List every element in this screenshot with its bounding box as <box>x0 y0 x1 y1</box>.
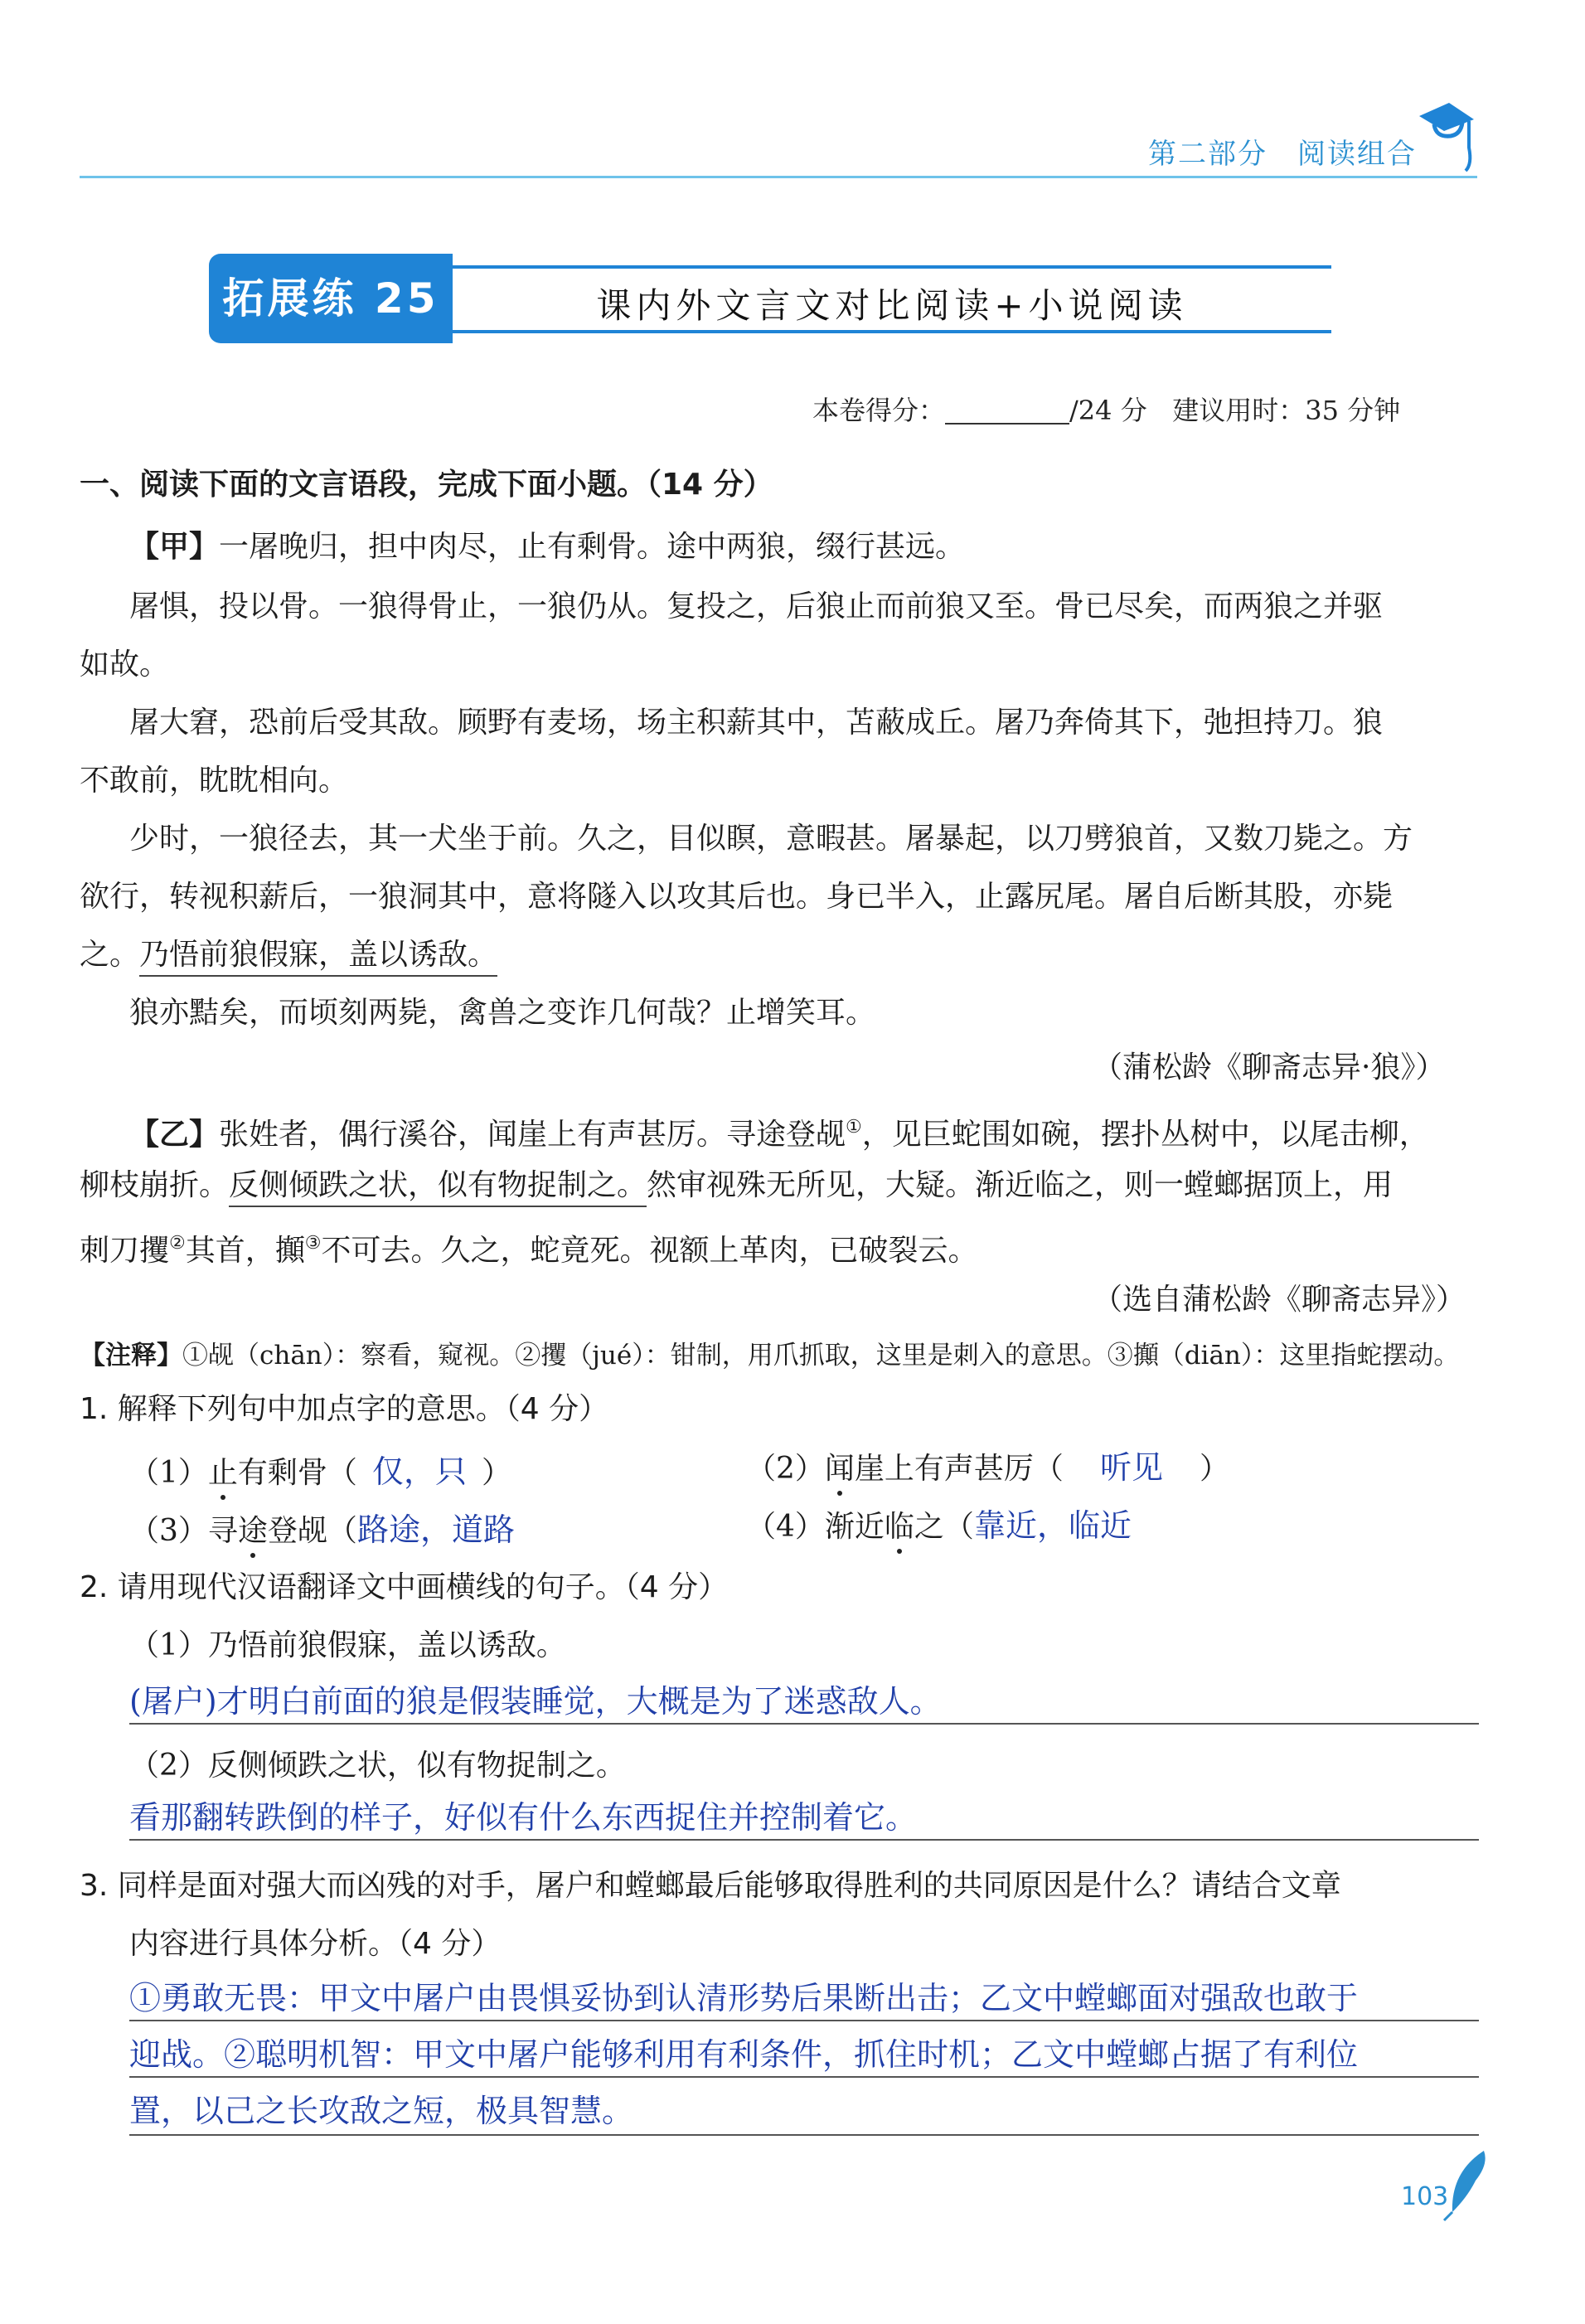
q3-answer-line-1: ①勇敢无畏：甲文中屠户由畏惧妥协到认清形势后果断出击；乙文中螳螂面对强敌也敢于 <box>129 1980 1359 2016</box>
q1-i2-dotted: 闻 <box>824 1452 855 1486</box>
passage-jia-p2b: 如故。 <box>80 648 170 682</box>
title-rule-bottom <box>453 330 1331 333</box>
question-1-stem: 1. 解释下列句中加点字的意思。（4 分） <box>80 1392 609 1426</box>
q1-i4-dotted: 临 <box>884 1510 914 1544</box>
q1-i2-close: ） <box>1199 1452 1229 1486</box>
q3-answer-line-3: 置，以己之长攻敌之短，极具智慧。 <box>129 2093 634 2129</box>
underlined-sentence-1: 乃悟前狼假寐，盖以诱敌。 <box>139 938 497 977</box>
score-total: /24 分 <box>1069 395 1147 426</box>
passage-jia-p2a: 屠惧，投以骨。一狼得骨止，一狼仍从。复投之，后狼止而前狼又至。骨已尽矣，而两狼之并驱 <box>129 589 1384 623</box>
section-heading: 一、阅读下面的文言语段，完成下面小题。（14 分） <box>80 468 773 502</box>
q1-item-4 <box>746 1509 1132 1544</box>
q1-i2-answer: 听见 <box>1099 1449 1163 1486</box>
q1-i4-answer: 靠近，临近 <box>973 1507 1132 1544</box>
q1-i1-dotted: 止 <box>207 1456 238 1490</box>
underlined-sentence-2: 反侧倾跌之状，似有物捉制之。 <box>229 1168 647 1207</box>
answer-line <box>129 2076 1479 2078</box>
answer-line <box>129 1723 1479 1725</box>
passage-yi-source: （选自蒲松龄《聊斋志异》） <box>1093 1283 1466 1317</box>
notes-text: ①觇（chān）：察看，窥视。②攫（jué）：钳制，用爪抓取，这里是刺入的意思。③攧（diān）：这里指蛇摆动。 <box>182 1341 1460 1371</box>
score-blank <box>945 400 1069 425</box>
passage-yi-p1 <box>129 1111 1429 1152</box>
q1-i1-pre: （1） <box>129 1456 208 1490</box>
passage-yi-p2 <box>80 1169 1393 1202</box>
score-line <box>812 390 1400 428</box>
passage-jia-p1 <box>129 531 965 564</box>
passage-yi-p3 <box>80 1227 978 1268</box>
q1-i2-post: 崖上有声甚厉（ <box>854 1452 1064 1486</box>
question-3-stem-a: 3. 同样是面对强大而凶残的对手，屠户和螳螂最后能够取得胜利的共同原因是什么？请结合文章 <box>80 1869 1341 1903</box>
passage-jia-source: （蒲松龄《聊斋志异·狼》） <box>1093 1050 1446 1084</box>
yi-p3b: 其首，攧 <box>185 1234 305 1268</box>
footnote-ref-1: ① <box>846 1117 862 1138</box>
q1-item-1 <box>129 1455 511 1490</box>
section-name: 阅读组合 <box>1297 138 1417 171</box>
q3-answer-line-2: 迎战。②聪明机智：甲文中屠户能够利用有利条件，抓住时机；乙文中螳螂占据了有利位 <box>129 2036 1359 2073</box>
notes <box>80 1339 1459 1372</box>
jia-p1-text: 一屠晚归，担中肉尽，止有剩骨。途中两狼，缀行甚远。 <box>219 530 966 564</box>
footnote-ref-2: ② <box>169 1233 186 1254</box>
passage-yi-tag: 【乙】 <box>129 1118 220 1152</box>
q1-i4-pre: （4）渐近 <box>746 1510 885 1544</box>
page-number: 103 <box>1401 2182 1449 2211</box>
yi-p3c: 不可去。久之，蛇竟死。视额上革肉，已破裂云。 <box>321 1234 978 1268</box>
exercise-subtitle: 课内外文言文对比阅读+小说阅读 <box>596 285 1188 326</box>
yi-p3a: 刺刀攫 <box>80 1234 170 1268</box>
q2-answer-2: 看那翻转跌倒的样子，好似有什么东西捉住并控制着它。 <box>129 1799 918 1836</box>
section-part: 第二部分 <box>1148 138 1268 171</box>
passage-jia-p5: 狼亦黠矣，而顷刻两毙，禽兽之变诈几何哉？止增笑耳。 <box>129 996 876 1030</box>
passage-jia-p4c <box>80 939 497 972</box>
q1-i3-post: 登觇（ <box>267 1514 357 1548</box>
title-rule-top <box>453 265 1331 269</box>
q1-i2-pre: （2） <box>746 1452 825 1486</box>
passage-jia-tag: 【甲】 <box>129 530 220 564</box>
answer-line <box>129 2134 1479 2136</box>
footnote-ref-3: ③ <box>304 1233 322 1254</box>
jia-p4c-pre: 之。 <box>80 938 140 972</box>
yi-p2-pre: 柳枝崩折。 <box>80 1168 230 1202</box>
header-divider <box>80 176 1477 178</box>
notes-tag: 【注释】 <box>80 1341 182 1371</box>
question-2-stem: 2. 请用现代汉语翻译文中画横线的句子。（4 分） <box>80 1570 729 1604</box>
q2-answer-1: (屠户)才明白前面的狼是假装睡觉，大概是为了迷惑敌人。 <box>129 1683 942 1720</box>
answer-line <box>129 2020 1479 2021</box>
q1-item-3 <box>129 1513 515 1548</box>
q1-i3-answer: 路途，道路 <box>356 1511 515 1548</box>
question-3-stem-b: 内容进行具体分析。（4 分） <box>129 1927 502 1961</box>
answer-line <box>129 1839 1479 1841</box>
q1-i3-pre: （3）寻 <box>129 1514 238 1548</box>
feather-icon <box>1442 2147 1492 2222</box>
score-label: 本卷得分： <box>812 395 946 426</box>
q1-i1-post: 有剩骨（ <box>237 1456 357 1490</box>
yi-p2-post: 然审视殊无所见，大疑。渐近临之，则一螳螂据顶上，用 <box>647 1168 1394 1202</box>
q1-i1-answer: 仅，只 <box>371 1453 467 1490</box>
q1-item-2 <box>746 1451 1229 1486</box>
section-header <box>1148 131 1417 172</box>
q2-sentence-2: （2）反侧倾跌之状，似有物捉制之。 <box>129 1749 626 1783</box>
yi-p1b: ，见巨蛇围如碗，摆扑丛树中，以尾击柳， <box>861 1118 1429 1152</box>
time-label: 建议用时：35 分钟 <box>1172 395 1401 426</box>
q1-i3-dotted: 途 <box>237 1514 268 1548</box>
exercise-title: 拓展练 25 <box>209 254 453 343</box>
q2-sentence-1: （1）乃悟前狼假寐，盖以诱敌。 <box>129 1628 566 1662</box>
q1-i4-post: 之（ <box>914 1510 974 1544</box>
passage-jia-p4a: 少时，一狼径去，其一犬坐于前。久之，目似瞑，意暇甚。屠暴起，以刀劈狼首，又数刀毙之。方 <box>129 822 1413 856</box>
passage-jia-p3b: 不敢前，眈眈相向。 <box>80 764 349 798</box>
passage-jia-p3a: 屠大窘，恐前后受其敌。顾野有麦场，场主积薪其中，苫蔽成丘。屠乃奔倚其下，弛担持刀。狼 <box>129 706 1384 740</box>
yi-p1a: 张姓者，偶行溪谷，闻崖上有声甚厉。寻途登觇 <box>219 1118 846 1152</box>
q1-i1-close: ） <box>481 1456 511 1490</box>
graduation-cap-icon <box>1418 98 1476 172</box>
passage-jia-p4b: 欲行，转视积薪后，一狼洞其中，意将隧入以攻其后也。身已半入，止露尻尾。屠自后断其股，亦毙 <box>80 880 1394 914</box>
